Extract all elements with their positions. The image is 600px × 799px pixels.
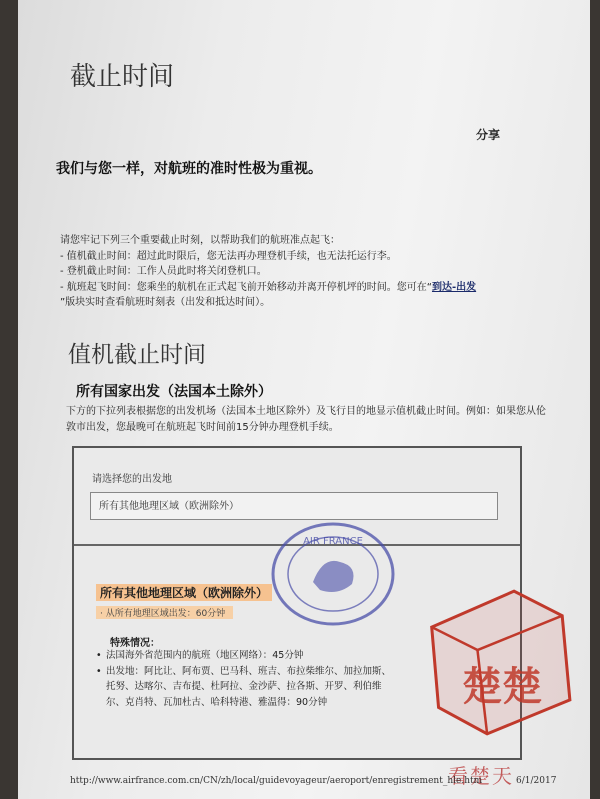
footer-url: http://www.airfrance.com.cn/CN/zh/local/guidevoyageur/aeroport/enregistrement_hle.htm [70,776,483,786]
arrivals-departures-link[interactable]: 到达-出发 [431,281,477,293]
lead-text: 我们与您一样，对航班的准时性极为重视。 [56,161,322,177]
section-title: 值机截止时间 [68,342,206,368]
air-france-stamp [268,520,398,628]
red-seal-logo [410,582,586,738]
departure-select-label: 请选择您的出发地 [92,474,172,485]
departure-select[interactable]: 所有其他地理区域（欧洲除外） [90,492,498,520]
special-cases-list [96,648,396,710]
departure-text-post: ”版块实时查看航班时刻表（出发和抵达时间）。 [60,297,271,308]
special-cases-title: 特殊情况： [110,638,160,649]
result-from-all: · 从所有地理区域出发：60分钟 [96,606,233,619]
deadline-departure [60,280,560,311]
watermark-text: 看楚天 [448,764,514,788]
subsection-title: 所有国家出发（法国本土除外） [76,384,272,400]
document-page [18,0,590,799]
deadline-intro: 请您牢记下列三个重要截止时刻，以帮助我们的航班准点起飞： [60,235,340,246]
seal-text: 楚楚 [462,663,542,710]
deadline-checkin: - 值机截止时间：超过此时限后，您无法再办理登机手续，也无法托运行李。 [60,250,397,262]
deadline-boarding: - 登机截止时间：工作人员此时将关闭登机口。 [60,266,267,277]
share-link[interactable]: 分享 [476,128,501,142]
deadline-list [60,233,560,311]
seal-cube [418,582,583,738]
footer-date: 6/1/2017 [516,776,557,786]
section-description: 下方的下拉列表根据您的出发机场（法国本土地区除外）及飞行目的地显示值机截止时间。例如：如果您从伦敦市出发，您最晚可在航班起飞时间前15分钟办理登机手续。 [66,406,546,433]
departure-text-pre: - 航班起飞时间：您乘坐的航机在正式起飞前开始移动并离开停机坪的时间。您可在“ [60,281,432,293]
stamp-text: AIR FRANCE [303,536,363,547]
page-title: 截止时间 [70,62,175,92]
special-case-item: • 出发地：阿比让、阿布贾、巴马科、班吉、布拉柴维尔、加拉加斯、托努、达喀尔、吉布提、杜阿拉、金沙萨、拉各斯、开罗、利伯维尔、克肖特、瓦加杜古、哈科特港、雅温得：90分钟 [96,664,396,711]
special-case-item: • 法国海外省范围内的航班（地区网络）：45分钟 [96,648,396,664]
stamp-emblem [313,561,354,592]
result-region: 所有其他地理区域（欧洲除外） [96,584,272,601]
